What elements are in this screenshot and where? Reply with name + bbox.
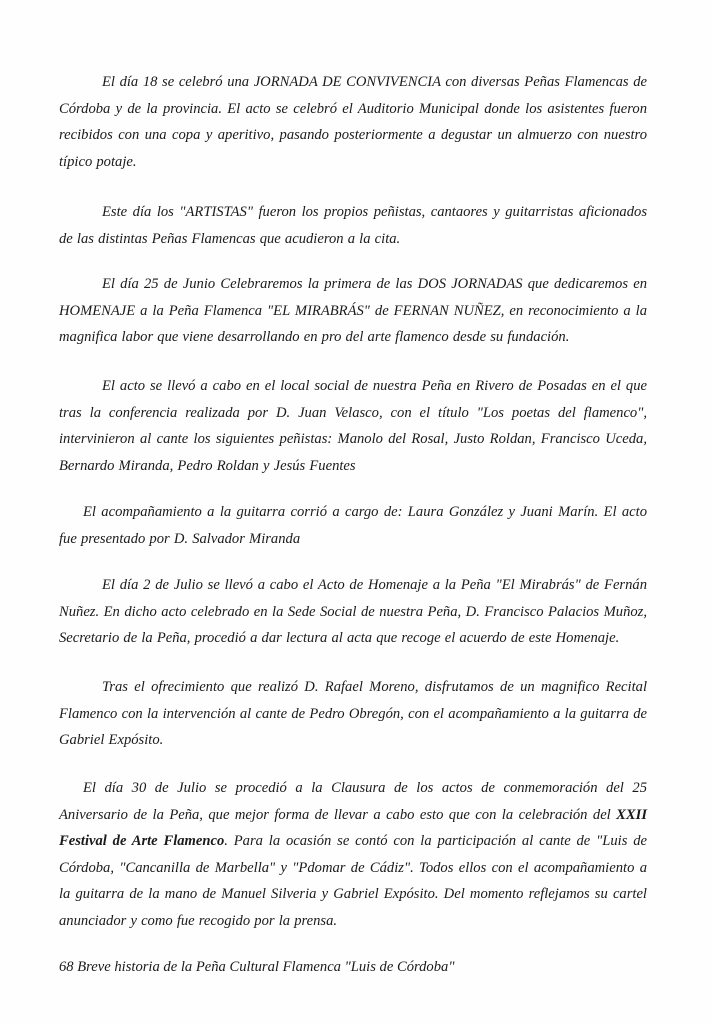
paragraph-text: El acto se llevó a cabo en el local social de nuestra Peña en Rivero de Posadas en el que tras la conferencia realizada por D. Juan Velasco, con el título "Los poetas del flamenco", intervinieron al cante los siguientes peñistas: Manolo del Rosal, Justo Roldan, Francisco Uceda, Bernardo Miranda, Pedro Roldan y Jesús Fuentes	[59, 378, 647, 474]
paragraph-text: El día 2 de Julio se llevó a cabo el Acto de Homenaje a la Peña "El Mirabrás" de Fernán Nuñez. En dicho acto celebrado en la Sede Social de nuestra Peña, D. Francisco Palacios Muñoz, Secretario de la Peña, procedió a dar lectura al acta que recoge el acuerdo de este Homenaje.	[59, 577, 647, 646]
paragraph-clausura	[59, 775, 647, 934]
paragraph-text: El día 18 se celebró una JORNADA DE CONVIVENCIA con diversas Peñas Flamencas de Córdoba y de la provincia. El acto se celebró el Auditorio Municipal donde los asistentes fueron recibidos con una copa y aperitivo, pasando posteriormente a degustar un almuerzo con nuestro típico potaje.	[59, 74, 647, 170]
paragraph-text: El día 25 de Junio Celebraremos la primera de las DOS JORNADAS que dedicaremos en HOMENAJE a la Peña Flamenca "EL MIRABRÁS" de FERNAN NUÑEZ, en reconocimiento a la magnifica labor que viene desarrollando en pro del arte flamenco desde su fundación.	[59, 276, 647, 345]
paragraph-acompanamiento	[59, 499, 647, 552]
paragraph-text: El acompañamiento a la guitarra corrió a cargo de: Laura González y Juani Marín. El acto fue presentado por D. Salvador Miranda	[59, 504, 647, 547]
page-footer: 68 Breve historia de la Peña Cultural Flamenca "Luis de Córdoba"	[59, 959, 455, 975]
paragraph-conferencia	[59, 373, 647, 479]
paragraph-jornada-convivencia	[59, 69, 647, 175]
festival-name: XXII Festival de Arte Flamenco	[59, 806, 647, 849]
paragraph-text: Tras el ofrecimiento que realizó D. Rafael Moreno, disfrutamos de un magnifico Recital Flamenco con la intervención al cante de Pedro Obregón, con el acompañamiento a la guitarra de Gabriel Expósito.	[59, 679, 647, 748]
paragraph-text-part1: El día 30 de Julio se procedió a la Clausura de los actos de conmemoración del 25 Aniversario de la Peña, que mejor forma de llevar a cabo esto que con la celebración del	[59, 780, 647, 823]
paragraph-dos-jornadas	[59, 271, 647, 351]
paragraph-artistas	[59, 199, 647, 252]
paragraph-text: Este día los "ARTISTAS" fueron los propios peñistas, cantaores y guitarristas aficionados de las distintas Peñas Flamencas que acudieron a la cita.	[59, 204, 647, 247]
paragraph-recital	[59, 674, 647, 754]
paragraph-text-part2: . Para la ocasión se contó con la participación al cante de "Luis de Córdoba, "Cancanilla de Marbella" y "Pdomar de Cádiz". Todos ellos con el acompañamiento a la guitarra de la mano de Manuel Silveria y Gabriel Expósito. Del momento reflejamos su cartel anunciador y como fue recogido por la prensa.	[59, 833, 647, 929]
paragraph-acto-homenaje	[59, 572, 647, 652]
